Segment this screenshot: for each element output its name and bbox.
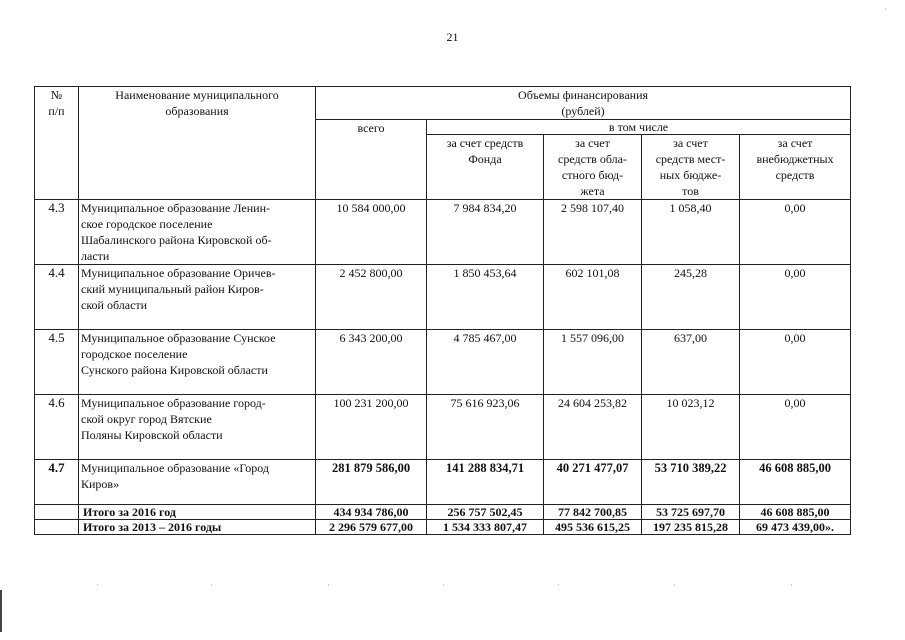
table-row — [35, 395, 851, 460]
row-local: 53 710 389,22 — [642, 460, 740, 505]
row-local: 637,00 — [642, 330, 740, 395]
table-row — [35, 460, 851, 505]
row-fund: 4 785 467,00 — [427, 330, 544, 395]
total-row-2016 — [35, 505, 851, 520]
header-regional: за счет средств обла- стного бюд- жета — [544, 135, 642, 200]
row-extra: 0,00 — [740, 265, 851, 330]
header-total: всего — [316, 120, 427, 200]
total-label: Итого за 2013 – 2016 годы — [79, 520, 316, 535]
total-row-2013-2016 — [35, 520, 851, 535]
row-total: 10 584 000,00 — [316, 200, 427, 265]
row-num: 4.3 — [35, 200, 79, 265]
header-name: Наименование муниципального образования — [79, 87, 316, 200]
total-extra: 46 608 885,00 — [740, 505, 851, 520]
total-fund: 256 757 502,45 — [427, 505, 544, 520]
scan-speck: · — [96, 580, 99, 590]
header-local: за счет средств мест- ных бюдже- тов — [642, 135, 740, 200]
total-total: 434 934 786,00 — [316, 505, 427, 520]
row-extra: 0,00 — [740, 395, 851, 460]
row-regional: 602 101,08 — [544, 265, 642, 330]
row-num: 4.5 — [35, 330, 79, 395]
row-num: 4.4 — [35, 265, 79, 330]
total-local: 53 725 697,70 — [642, 505, 740, 520]
row-regional: 40 271 477,07 — [544, 460, 642, 505]
row-fund: 141 288 834,71 — [427, 460, 544, 505]
scan-edge-mark — [0, 590, 2, 632]
total-regional: 495 536 615,25 — [544, 520, 642, 535]
scan-speck: · — [327, 580, 330, 590]
header-volumes: Объемы финансирования (рублей) — [316, 87, 851, 120]
total-total: 2 296 579 677,00 — [316, 520, 427, 535]
row-extra: 46 608 885,00 — [740, 460, 851, 505]
total-extra: 69 473 439,00». — [740, 520, 851, 535]
row-regional: 1 557 096,00 — [544, 330, 642, 395]
row-fund: 1 850 453,64 — [427, 265, 544, 330]
row-local: 10 023,12 — [642, 395, 740, 460]
table-row — [35, 200, 851, 265]
row-total: 281 879 586,00 — [316, 460, 427, 505]
row-extra: 0,00 — [740, 330, 851, 395]
row-total: 2 452 800,00 — [316, 265, 427, 330]
scan-speck: · — [210, 580, 213, 590]
row-regional: 2 598 107,40 — [544, 200, 642, 265]
total-label: Итого за 2016 год — [79, 505, 316, 520]
table-row — [35, 265, 851, 330]
row-total: 100 231 200,00 — [316, 395, 427, 460]
header-fund: за счет средств Фонда — [427, 135, 544, 200]
row-num: 4.7 — [35, 460, 79, 505]
scan-speck: · — [673, 580, 676, 590]
row-name: Муниципальное образование Сунское городское поселение Сунского района Кировской области — [79, 330, 316, 395]
total-fund: 1 534 333 807,47 — [427, 520, 544, 535]
row-name: Муниципальное образование город- ской округ город Вятские Поляны Кировской области — [79, 395, 316, 460]
header-num: № п/п — [35, 87, 79, 200]
page-number: 21 — [446, 30, 459, 44]
scan-speck: · — [790, 580, 793, 590]
row-name: Муниципальное образование «Город Киров» — [79, 460, 316, 505]
total-num — [35, 520, 79, 535]
row-total: 6 343 200,00 — [316, 330, 427, 395]
total-regional: 77 842 700,85 — [544, 505, 642, 520]
table-row — [35, 330, 851, 395]
header-row-1 — [35, 87, 851, 120]
scan-speck: · — [884, 4, 887, 14]
row-local: 245,28 — [642, 265, 740, 330]
row-fund: 75 616 923,06 — [427, 395, 544, 460]
row-name: Муниципальное образование Оричев- ский муниципальный район Киров- ской области — [79, 265, 316, 330]
row-local: 1 058,40 — [642, 200, 740, 265]
header-including: в том числе — [427, 120, 851, 135]
row-extra: 0,00 — [740, 200, 851, 265]
total-local: 197 235 815,28 — [642, 520, 740, 535]
financing-table — [34, 86, 851, 535]
row-name: Муниципальное образование Ленин- ское городское поселение Шабалинского района Кировской об- ласти — [79, 200, 316, 265]
row-regional: 24 604 253,82 — [544, 395, 642, 460]
row-fund: 7 984 834,20 — [427, 200, 544, 265]
total-num — [35, 505, 79, 520]
header-extra: за счет внебюджетных средств — [740, 135, 851, 200]
scan-speck: · — [442, 580, 445, 590]
scan-speck: · — [557, 580, 560, 590]
row-num: 4.6 — [35, 395, 79, 460]
